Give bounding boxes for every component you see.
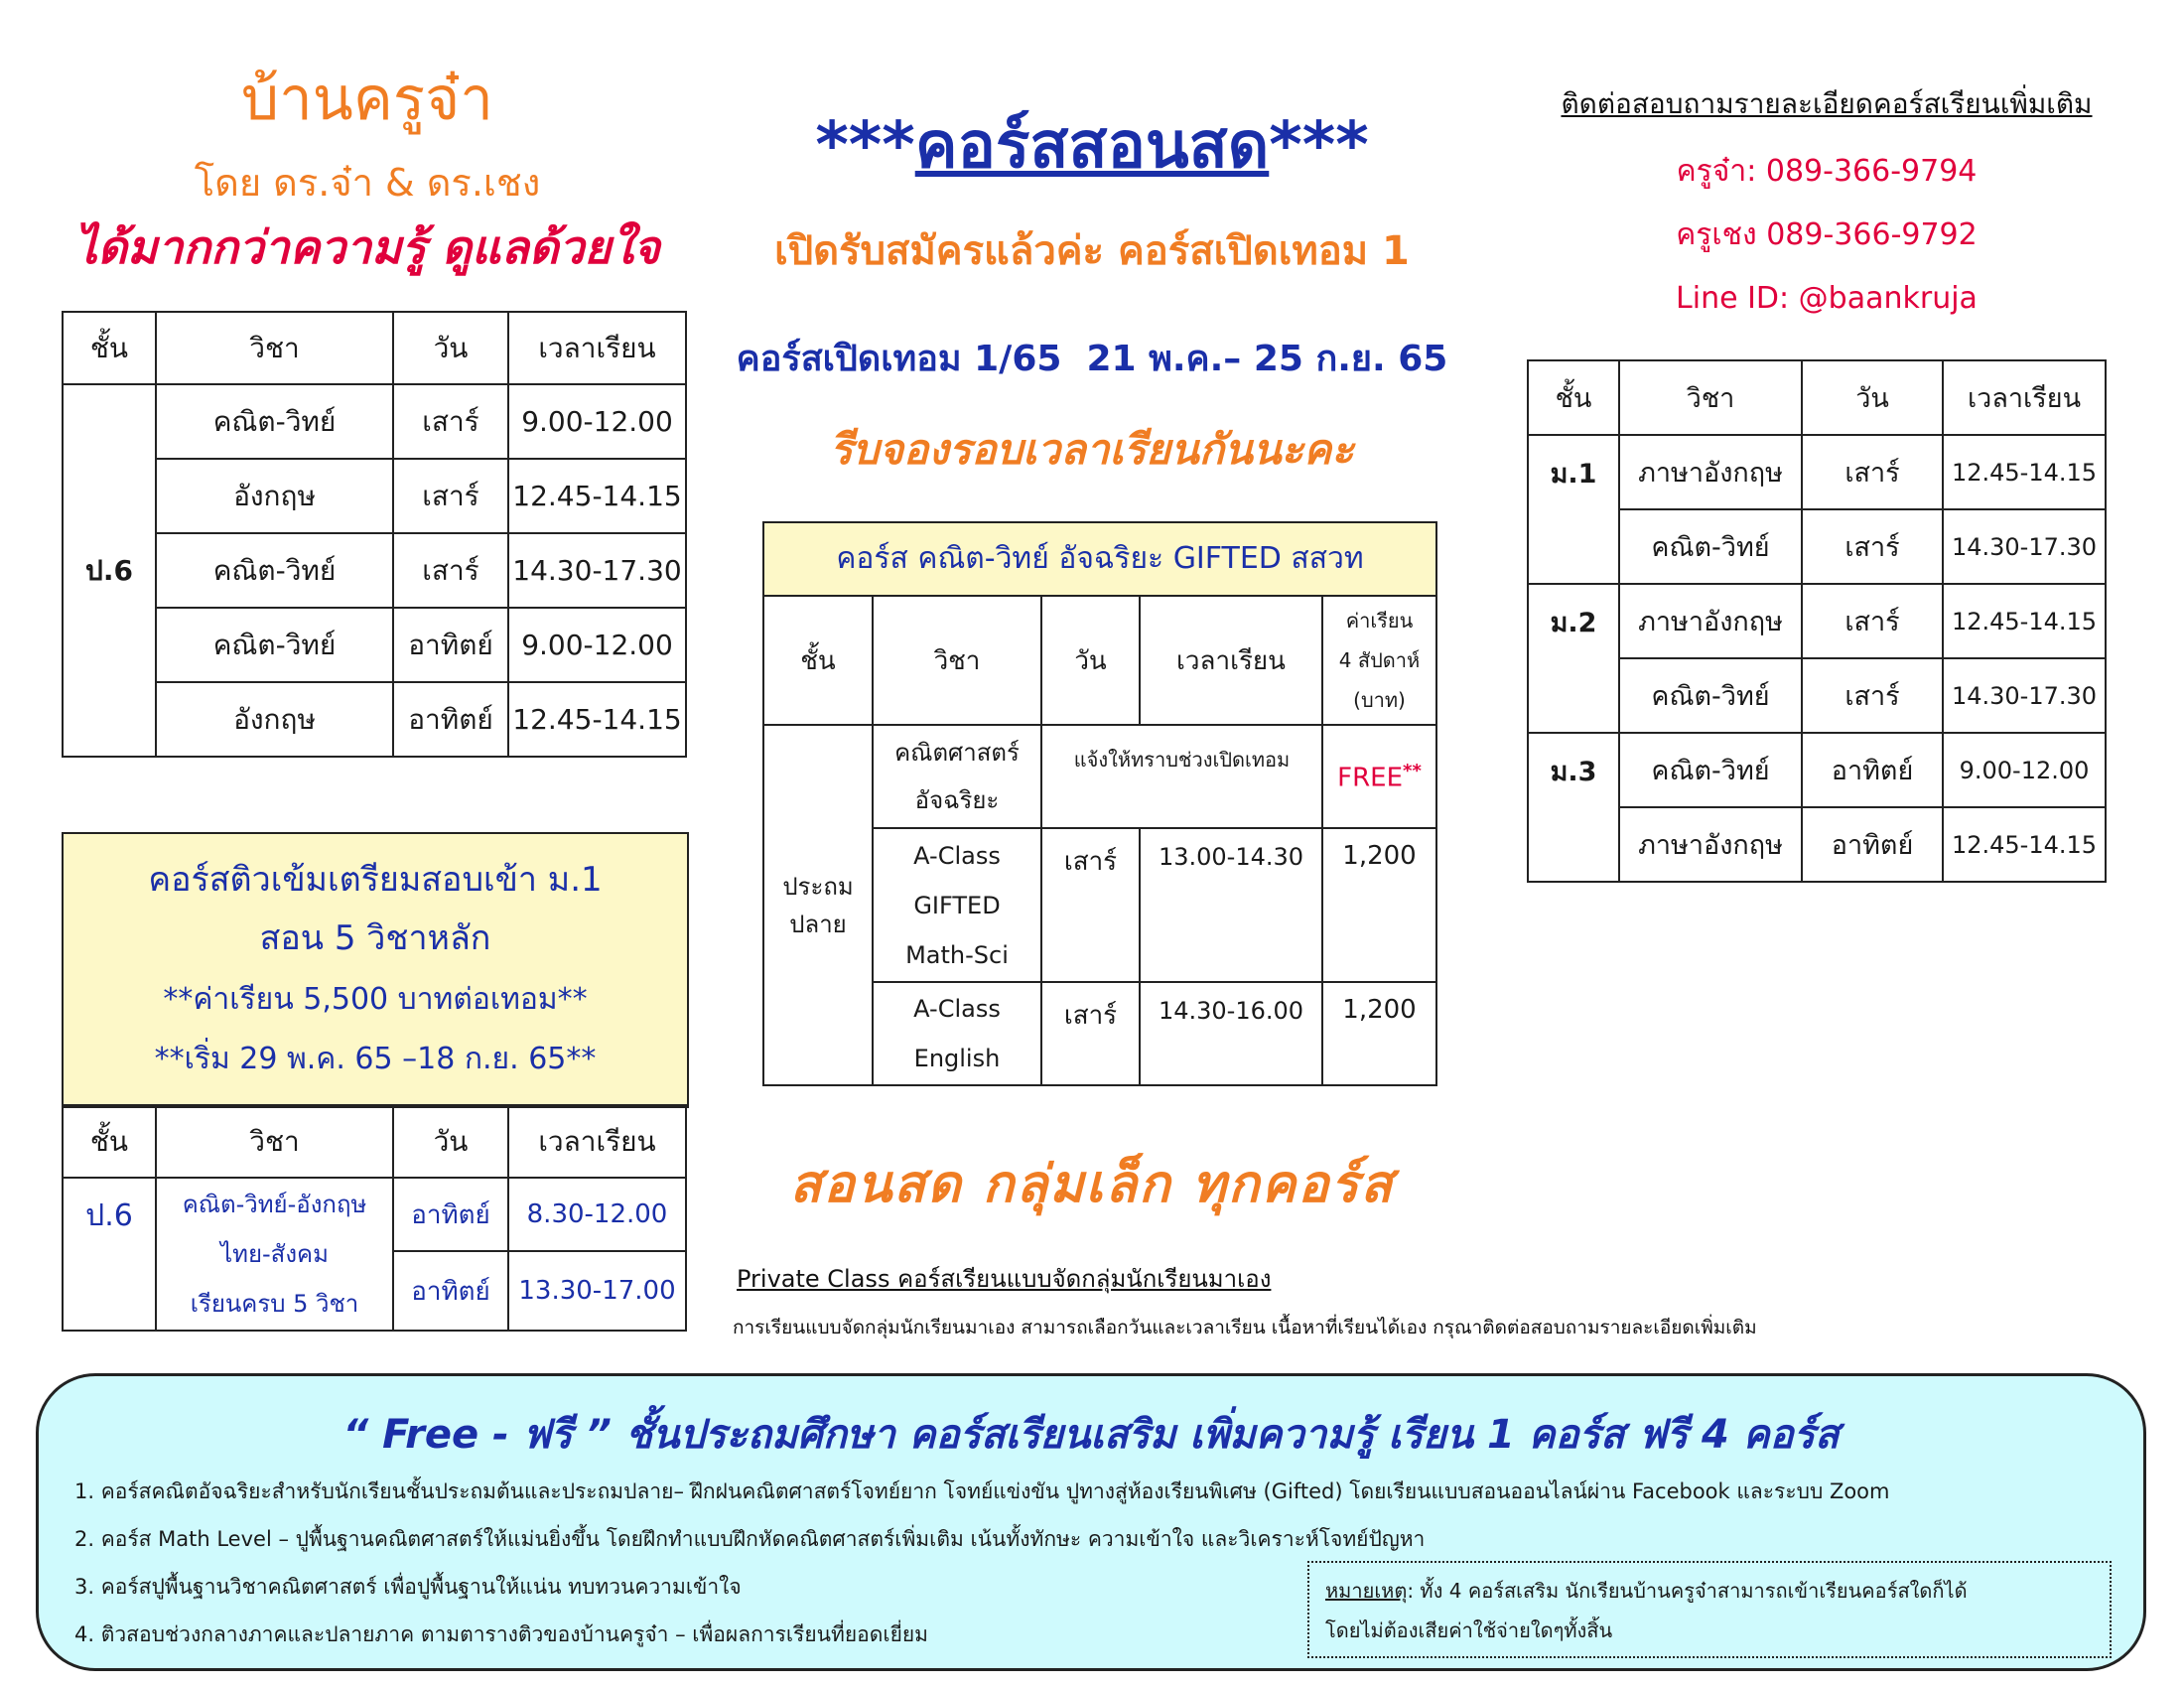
gifted-title: คอร์ส คณิต-วิทย์ อัจฉริยะ GIFTED สสวท xyxy=(836,541,1364,576)
brand-block xyxy=(60,60,675,282)
m1-prep-line-4: **เริ่ม 29 พ.ค. 65 –18 ก.ย. 65** xyxy=(154,1042,597,1076)
col-grade: ชั้น xyxy=(1528,360,1619,435)
subject-cell xyxy=(156,1178,393,1331)
day-cell: เสาร์ xyxy=(393,384,508,459)
col-fee xyxy=(1322,596,1436,725)
table-row xyxy=(1528,435,2106,509)
subject-line-2: GIFTED xyxy=(913,891,1001,919)
table-row xyxy=(63,1178,686,1251)
p6-schedule-table xyxy=(62,311,687,758)
subject-cell: คณิต-วิทย์ xyxy=(156,533,393,608)
subject-line-1: A-Class xyxy=(913,995,1001,1023)
col-subject: วิชา xyxy=(156,1105,393,1178)
m1-prep-line-1: คอร์สติวเข้มเตรียมสอบเข้า ม.1 xyxy=(148,860,603,900)
time-cell: 13.30-17.00 xyxy=(508,1251,686,1331)
title-text: คอร์สสอนสด xyxy=(914,109,1270,183)
grade-line-2: ปลาย xyxy=(789,910,847,938)
col-time: เวลาเรียน xyxy=(1943,360,2106,435)
subject-line-2: English xyxy=(913,1045,1001,1072)
private-class-title: Private Class คอร์สเรียนแบบจัดกลุ่มนักเรียนมาเอง xyxy=(737,1265,1272,1293)
gifted-title-banner xyxy=(762,521,1437,597)
subject-cell: คณิต-วิทย์ xyxy=(1619,733,1802,807)
grade-cell xyxy=(763,725,873,1085)
subject-line-3: Math-Sci xyxy=(905,940,1009,969)
secondary-schedule-table xyxy=(1527,359,2107,883)
time-cell: 14.30-17.30 xyxy=(1943,658,2106,733)
contact-phone-2[interactable]: ครูเชง 089-366-9792 xyxy=(1676,217,1978,252)
free-course-item-1: 1. คอร์สคณิตอัจฉริยะสำหรับนักเรียนชั้นประถมต้นและประถมปลาย– ฝึกฝนคณิตศาสตร์โจทย์ยาก โจทย์แข่งขัน ปูทางสู่ห้องเรียนพิเศษ (Gifted) โดยเรียนแบบสอนออนไลน์ผ่าน Facebook และระบบ Zoom xyxy=(74,1479,1890,1503)
fee-cell: 1,200 xyxy=(1322,828,1436,982)
subject-cell: คณิต-วิทย์ xyxy=(1619,658,1802,733)
note-line-1 xyxy=(1325,1571,2094,1611)
fee-free: FREE xyxy=(1337,763,1404,793)
subject-line-3: เรียนครบ 5 วิชา xyxy=(190,1290,359,1318)
day-cell: อาทิตย์ xyxy=(393,608,508,682)
col-subject: วิชา xyxy=(1619,360,1802,435)
day-cell: เสาร์ xyxy=(1041,982,1140,1085)
free-courses-box xyxy=(36,1373,2146,1671)
col-subject: วิชา xyxy=(156,312,393,384)
main-title xyxy=(735,94,1449,196)
small-group-heading: สอนสด กลุ่มเล็ก ทุกคอร์ส xyxy=(789,1155,1395,1214)
contact-title: ติดต่อสอบถามรายละเอียดคอร์สเรียนเพิ่มเติม xyxy=(1561,87,2093,120)
day-cell: เสาร์ xyxy=(393,459,508,533)
table-row xyxy=(1528,733,2106,807)
brand-by: โดย ดร.จ๋า & ดร.เชง xyxy=(194,161,541,205)
hurry-text: รีบจองรอบเวลาเรียนกันนะคะ xyxy=(830,425,1354,474)
grade-line-1: ประถม xyxy=(782,872,854,901)
fee-cell xyxy=(1322,725,1436,828)
fee-header-1: ค่าเรียน xyxy=(1345,609,1414,633)
subject-cell xyxy=(873,725,1041,828)
m1-prep-line-2: สอน 5 วิชาหลัก xyxy=(259,918,491,958)
contact-block xyxy=(1509,84,2144,319)
col-day: วัน xyxy=(1802,360,1943,435)
time-cell: 14.30-17.30 xyxy=(508,533,686,608)
title-stars-right: *** xyxy=(1269,109,1369,183)
subject-cell xyxy=(873,828,1041,982)
day-cell: อาทิตย์ xyxy=(1802,733,1943,807)
free-course-item-2: 2. คอร์ส Math Level – ปูพื้นฐานคณิตศาสตร์ให้แม่นยิ่งขึ้น โดยฝึกทำแบบฝึกหัดคณิตศาสตร์เพิ่มเติม เน้นทั้งทักษะ ความเข้าใจ และวิเคราะห์โจทย์ปัญหา xyxy=(74,1527,1426,1551)
fee-cell: 1,200 xyxy=(1322,982,1436,1085)
day-cell: เสาร์ xyxy=(1041,828,1140,982)
time-cell: 14.30-16.00 xyxy=(1140,982,1322,1085)
subject-cell: คณิต-วิทย์ xyxy=(156,608,393,682)
col-subject: วิชา xyxy=(873,596,1041,725)
note-box xyxy=(1307,1561,2112,1658)
m1-prep-banner xyxy=(62,832,689,1108)
day-cell: เสาร์ xyxy=(1802,509,1943,584)
m1-prep-line-3: **ค่าเรียน 5,500 บาทต่อเทอม** xyxy=(163,982,588,1017)
subject-cell: อังกฤษ xyxy=(156,459,393,533)
m1-prep-table xyxy=(62,1104,687,1332)
brand-title: บ้านครูจ๋า xyxy=(240,65,493,134)
table-row xyxy=(63,533,686,608)
subject-cell xyxy=(873,982,1041,1085)
day-cell: อาทิตย์ xyxy=(393,682,508,757)
grade-cell: ม.3 xyxy=(1528,733,1619,882)
time-cell: 13.00-14.30 xyxy=(1140,828,1322,982)
col-day: วัน xyxy=(393,1105,508,1178)
table-row xyxy=(63,682,686,757)
free-course-item-4: 4. ติวสอบช่วงกลางภาคและปลายภาค ตามตารางติวของบ้านครูจ๋า – เพื่อผลการเรียนที่ยอดเยี่ยม xyxy=(74,1622,929,1646)
private-class-desc: การเรียนแบบจัดกลุ่มนักเรียนมาเอง สามารถเลือกวันและเวลาเรียน เนื้อหาที่เรียนได้เอง กรุณาติดต่อสอบถามรายละเอียดเพิ่มเติม xyxy=(733,1317,1757,1338)
time-cell: 12.45-14.15 xyxy=(1943,584,2106,658)
subject-cell: คณิต-วิทย์ xyxy=(156,384,393,459)
day-cell: อาทิตย์ xyxy=(393,1178,508,1251)
col-grade: ชั้น xyxy=(63,312,156,384)
grade-cell: ม.1 xyxy=(1528,435,1619,584)
grade-cell: ป.6 xyxy=(63,1178,156,1331)
fee-free-mark: ** xyxy=(1403,760,1422,781)
day-cell: เสาร์ xyxy=(1802,435,1943,509)
time-cell: 14.30-17.30 xyxy=(1943,509,2106,584)
subject-line-2: อัจฉริยะ xyxy=(914,786,1000,814)
col-grade: ชั้น xyxy=(63,1105,156,1178)
subject-line-1: คณิต-วิทย์-อังกฤษ xyxy=(182,1191,367,1218)
time-cell: 12.45-14.15 xyxy=(1943,807,2106,882)
note-label: หมายเหตุ xyxy=(1325,1579,1408,1603)
free-course-item-3: 3. คอร์สปูพื้นฐานวิชาคณิตศาสตร์ เพื่อปูพื้นฐานให้แน่น ทบทวนความเข้าใจ xyxy=(74,1575,742,1599)
day-cell: เสาร์ xyxy=(1802,658,1943,733)
table-row xyxy=(63,459,686,533)
table-row xyxy=(63,384,686,459)
time-cell: 9.00-12.00 xyxy=(508,384,686,459)
table-row xyxy=(763,725,1436,828)
contact-line-id[interactable]: Line ID: @baankruja xyxy=(1676,281,1978,316)
free-courses-title: “ Free - ฟรี ” ชั้นประถมศึกษา คอร์สเรียนเสริม เพิ่มความรู้ เรียน 1 คอร์ส ฟรี 4 คอร์ส xyxy=(342,1412,1840,1458)
col-time: เวลาเรียน xyxy=(1140,596,1322,725)
col-time: เวลาเรียน xyxy=(508,312,686,384)
title-stars-left: *** xyxy=(815,109,915,183)
subject-line-1: A-Class xyxy=(913,841,1001,870)
subject-line-2: ไทย-สังคม xyxy=(220,1240,329,1268)
subject-cell: ภาษาอังกฤษ xyxy=(1619,584,1802,658)
fee-header-3: (บาท) xyxy=(1353,688,1406,712)
time-cell: 9.00-12.00 xyxy=(1943,733,2106,807)
col-grade: ชั้น xyxy=(763,596,873,725)
brand-slogan: ได้มากกว่าความรู้ ดูแลด้วยใจ xyxy=(74,220,660,274)
subject-cell: อังกฤษ xyxy=(156,682,393,757)
day-cell: อาทิตย์ xyxy=(1802,807,1943,882)
time-cell: 8.30-12.00 xyxy=(508,1178,686,1251)
note-text-1: : ทั้ง 4 คอร์สเสริม นักเรียนบ้านครูจ๋าสามารถเข้าเรียนคอร์สใดก็ได้ xyxy=(1407,1579,1968,1603)
col-day: วัน xyxy=(393,312,508,384)
term-dates: คอร์สเปิดเทอม 1/65 21 พ.ค.– 25 ก.ย. 65 xyxy=(736,339,1448,379)
contact-phone-1[interactable]: ครูจ๋า: 089-366-9794 xyxy=(1676,154,1978,189)
day-cell: อาทิตย์ xyxy=(393,1251,508,1331)
time-cell: 12.45-14.15 xyxy=(508,682,686,757)
day-cell: เสาร์ xyxy=(393,533,508,608)
subject-line-1: คณิตศาสตร์ xyxy=(894,739,1020,767)
table-row xyxy=(63,608,686,682)
gifted-table xyxy=(762,595,1437,1086)
time-cell: 12.45-14.15 xyxy=(508,459,686,533)
table-row xyxy=(1528,584,2106,658)
time-cell: 9.00-12.00 xyxy=(508,608,686,682)
time-cell: 12.45-14.15 xyxy=(1943,435,2106,509)
open-registration: เปิดรับสมัครแล้วค่ะ คอร์สเปิดเทอม 1 xyxy=(774,228,1410,274)
note-text-2: โดยไม่ต้องเสียค่าใช้จ่ายใดๆทั้งสิ้น xyxy=(1325,1618,1613,1642)
subject-cell: คณิต-วิทย์ xyxy=(1619,509,1802,584)
day-cell: เสาร์ xyxy=(1802,584,1943,658)
col-time: เวลาเรียน xyxy=(508,1105,686,1178)
grade-cell: ม.2 xyxy=(1528,584,1619,733)
fee-header-2: 4 สัปดาห์ xyxy=(1338,648,1421,672)
col-day: วัน xyxy=(1041,596,1140,725)
schedule-note-cell: แจ้งให้ทราบช่วงเปิดเทอม xyxy=(1041,725,1322,828)
grade-cell: ป.6 xyxy=(63,384,156,757)
subject-cell: ภาษาอังกฤษ xyxy=(1619,435,1802,509)
subject-cell: ภาษาอังกฤษ xyxy=(1619,807,1802,882)
